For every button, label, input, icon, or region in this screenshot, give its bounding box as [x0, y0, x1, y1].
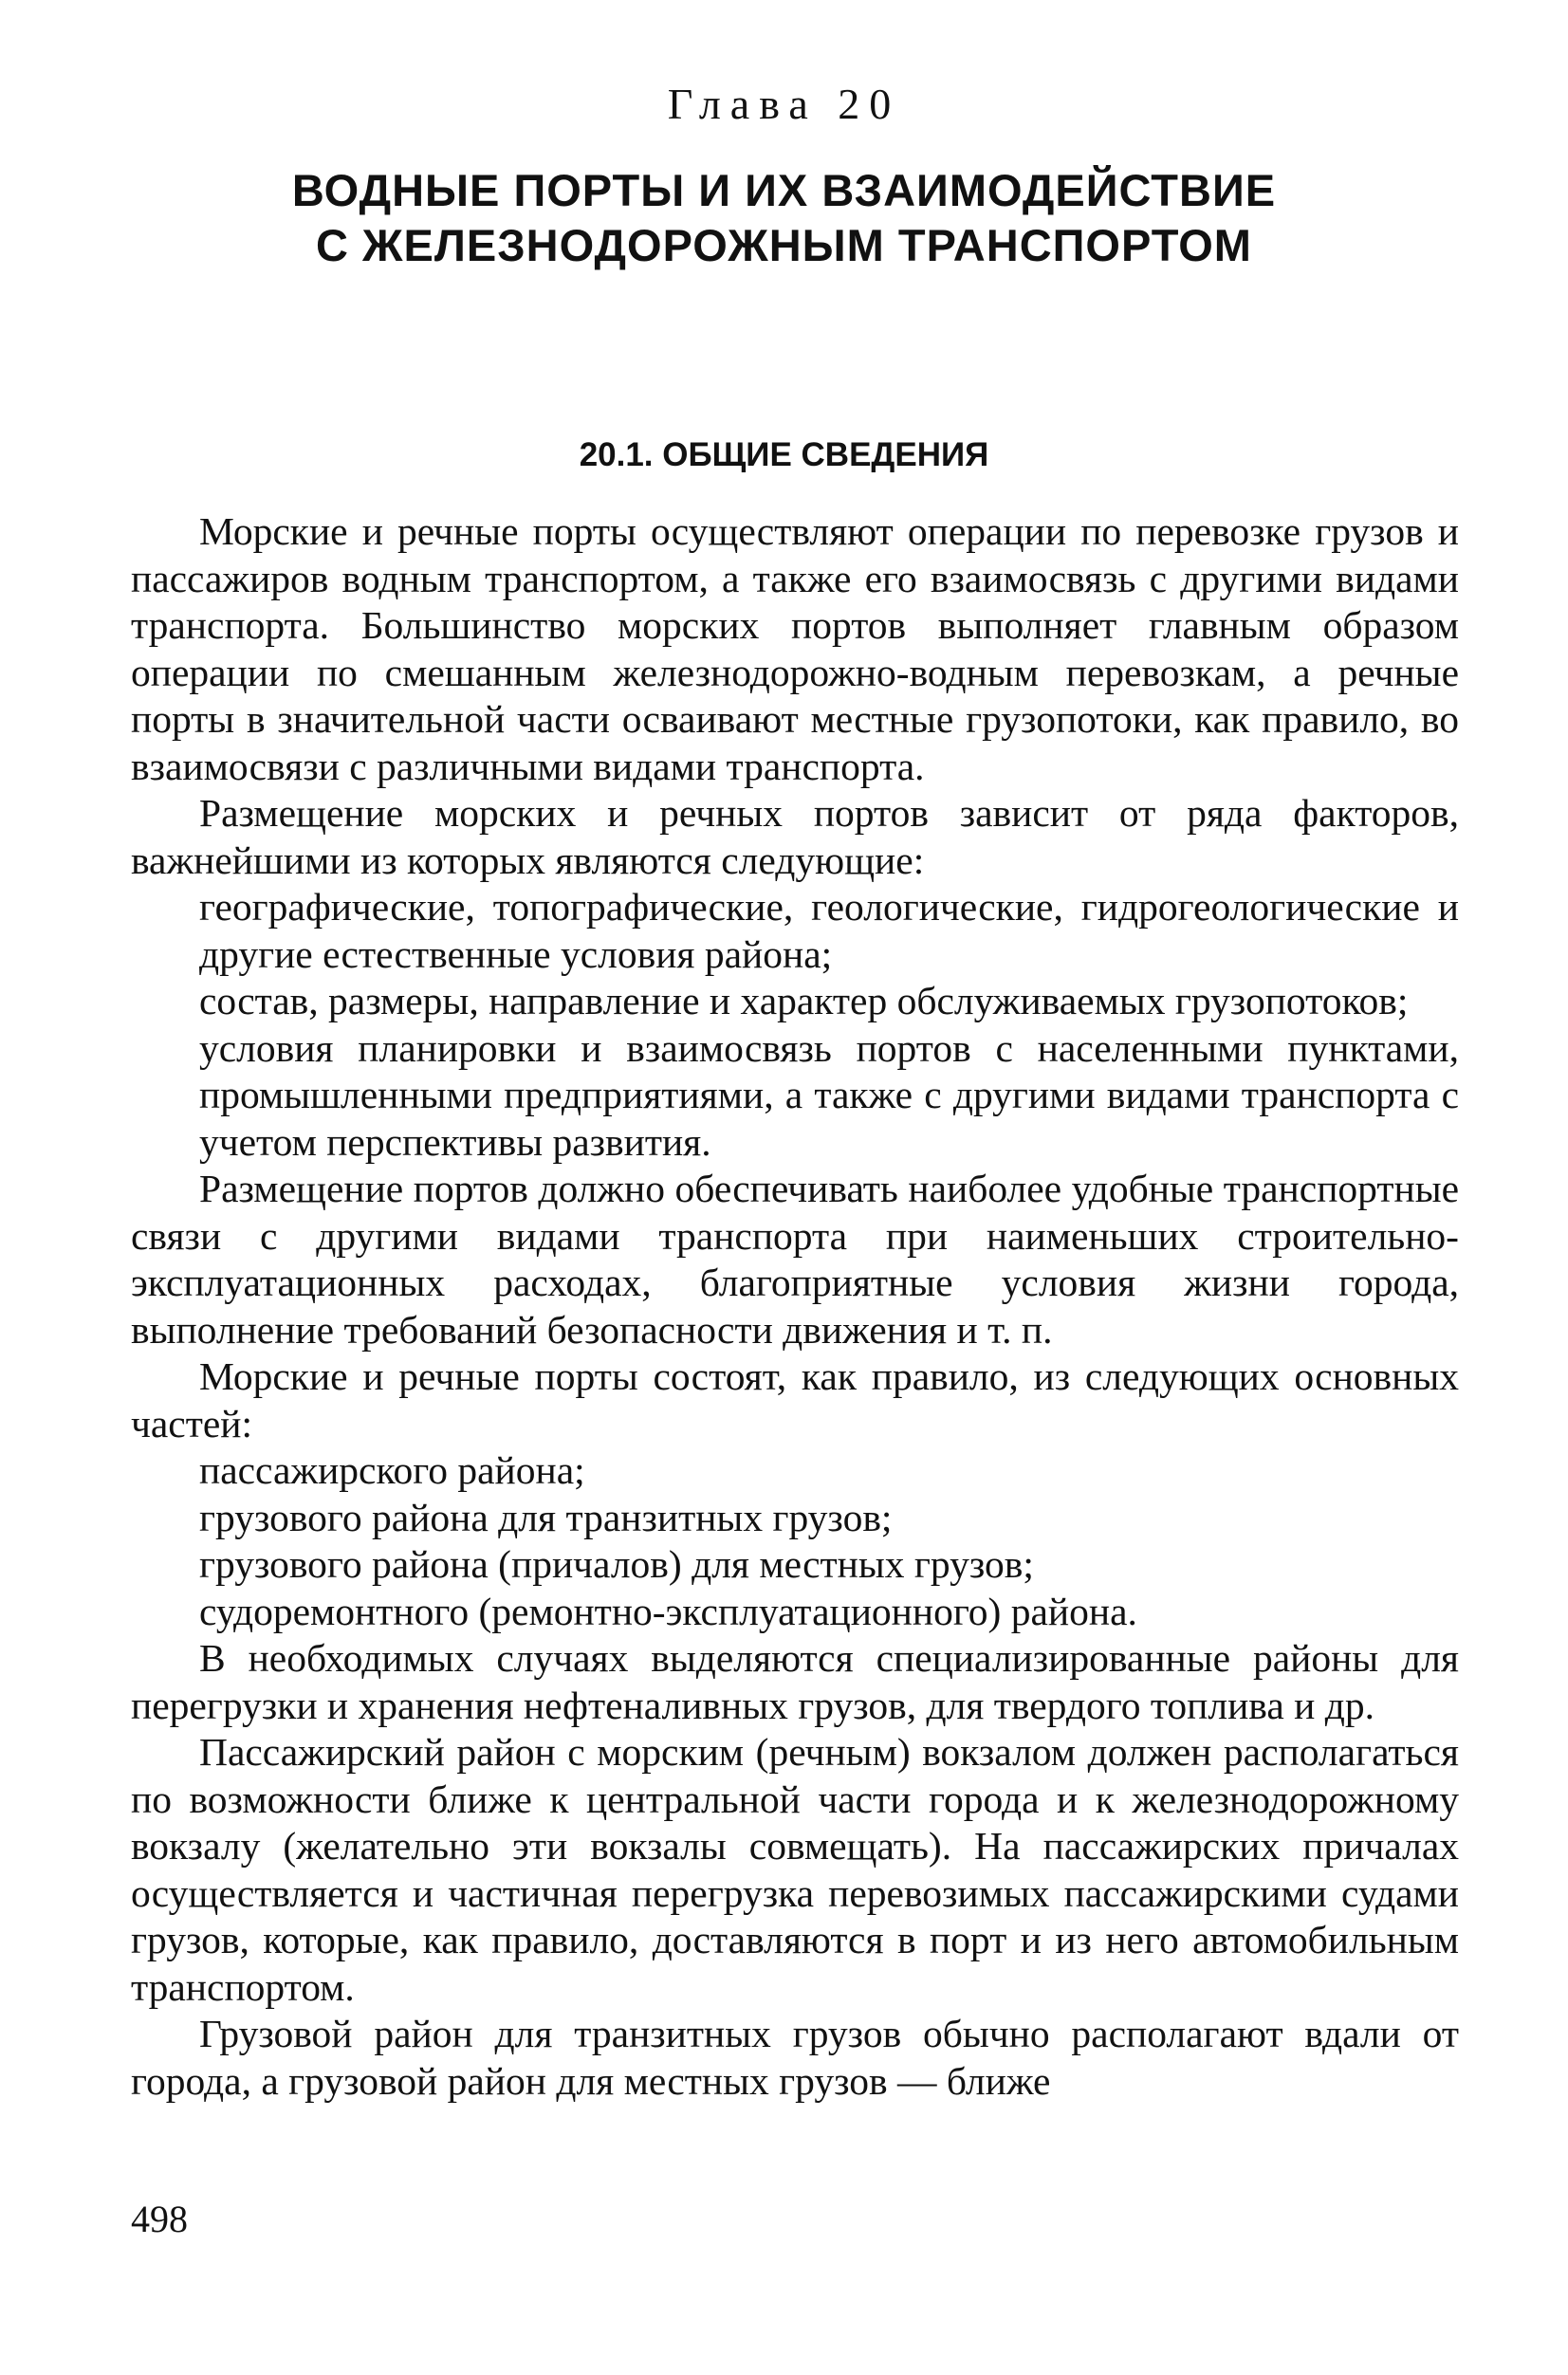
chapter-label: Глава 20: [667, 80, 901, 128]
list-item: грузового района для транзитных грузов;: [199, 1495, 893, 1539]
paragraph: Пассажирский район с морским (речным) вокзалом должен располагаться по возможности ближе к центральной части города и к железнодорожному вокзалу (желательно эти вокзалы совмещать). На пассажирских причалах осуществляется и частичная перегрузка перевозимых пассажирскими судами грузов, которые, как правило, доставляются в порт и из него автомобильным транспортом.: [131, 1730, 1459, 2009]
chapter-title-line-2: С ЖЕЛЕЗНОДОРОЖНЫМ ТРАНСПОРТОМ: [316, 220, 1252, 270]
list-item: судоремонтного (ремонтно-эксплуатационного) района.: [199, 1589, 1137, 1633]
paragraph: Размещение портов должно обеспечивать наиболее удобные транспортные связи с другими видами транспорта при наименьших строительно-эксплуатационных расходах, благоприятные условия жизни города, выполнение требований безопасности движения и т. п.: [131, 1167, 1459, 1352]
paragraph: Размещение морских и речных портов зависит от ряда факторов, важнейшими из которых являются следующие:: [131, 791, 1459, 882]
list-item: географические, топографические, геологические, гидрогеологические и другие естественные условия района;: [199, 885, 1459, 976]
paragraph: Грузовой район для транзитных грузов обычно располагают вдали от города, а грузовой район для местных грузов — ближе: [131, 2012, 1459, 2103]
list-item: грузового района (причалов) для местных грузов;: [199, 1542, 1034, 1586]
paragraph: Морские и речные порты состоят, как правило, из следующих основных частей:: [131, 1354, 1459, 1445]
list-item: пассажирского района;: [199, 1448, 585, 1492]
body-text: [131, 508, 1459, 2105]
page-number: 498: [131, 2198, 188, 2240]
section-title: 20.1. ОБЩИЕ СВЕДЕНИЯ: [579, 436, 989, 473]
list-item: условия планировки и взаимосвязь портов с населенными пунктами, промышленными предприятиями, а также с другими видами транспорта с учетом перспективы развития.: [199, 1025, 1459, 1164]
paragraph: В необходимых случаях выделяются специализированные районы для перегрузки и хранения нефтеналивных грузов, для твердого топлива и др.: [131, 1636, 1459, 1727]
paragraph: Морские и речные порты осуществляют операции по перевозке грузов и пассажиров водным транспортом, а также его взаимосвязь с другими видами транспорта. Большинство морских портов выполняет главным образом операции по смешанным железнодорожно-водным перевозкам, а речные порты в значительной части осваивают местные грузопотоки, как правило, во взаимосвязи с различными видами транспорта.: [131, 509, 1459, 788]
chapter-title: [0, 163, 1568, 273]
chapter-title-line-1: ВОДНЫЕ ПОРТЫ И ИХ ВЗАИМОДЕЙСТВИЕ: [291, 165, 1277, 215]
list-item: состав, размеры, направление и характер обслуживаемых грузопотоков;: [199, 979, 1409, 1022]
